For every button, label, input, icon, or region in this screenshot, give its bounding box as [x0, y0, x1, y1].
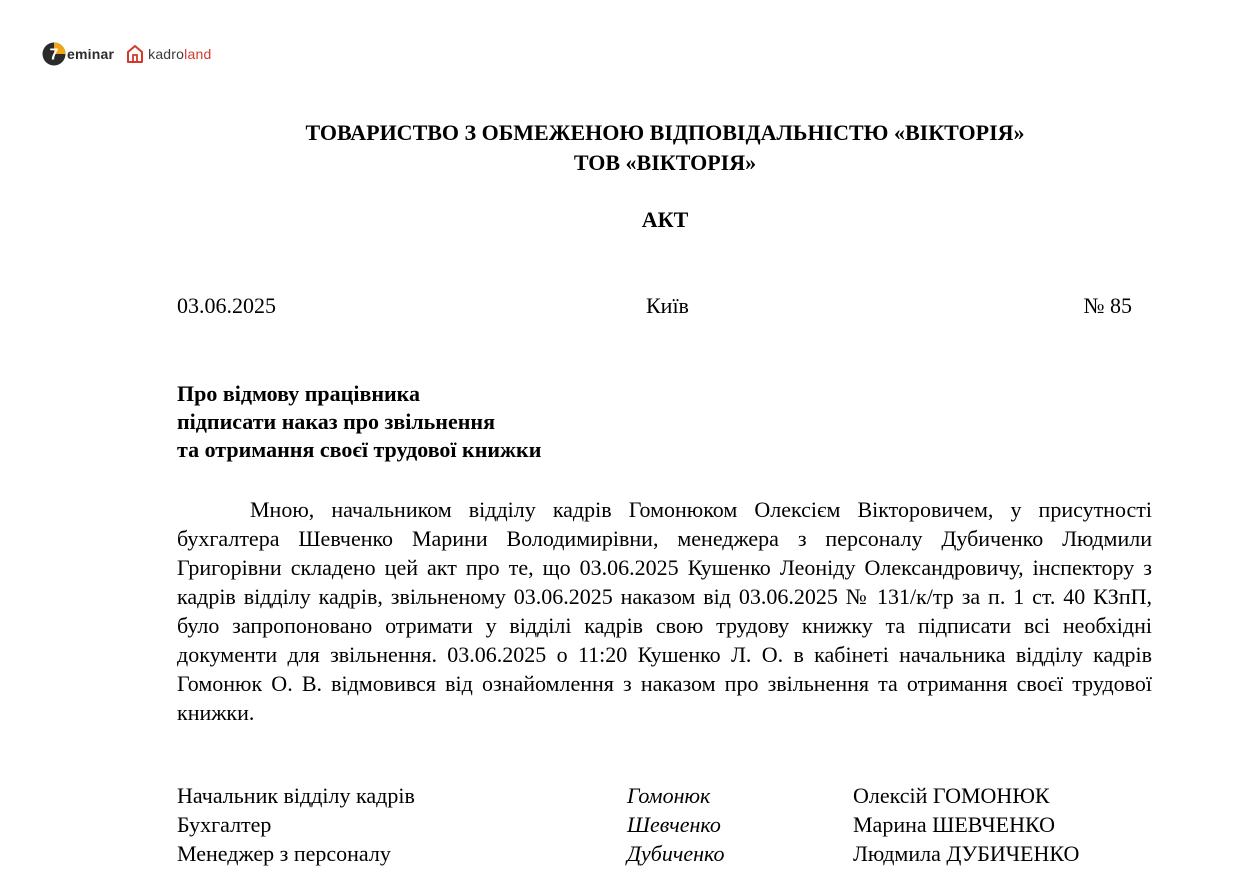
- subject-line: Про відмову працівника: [177, 381, 421, 406]
- organization-short-name: ТОВ «ВІКТОРІЯ»: [573, 150, 757, 175]
- signatory-name: Людмила ДУБИЧЕНКО: [853, 841, 1080, 866]
- signature-row: [177, 783, 1157, 812]
- signature-role: Начальник відділу кадрів: [177, 783, 415, 808]
- seminar-logo: [42, 42, 114, 66]
- seminar-logo-icon: [42, 42, 66, 66]
- seminar-logo-text: eminar: [67, 46, 115, 62]
- kadroland-logo: [126, 44, 211, 64]
- organization-full-name: ТОВАРИСТВО З ОБМЕЖЕНОЮ ВІДПОВІДАЛЬНІСТЮ «ВІКТОРІЯ»: [305, 120, 1025, 145]
- signature-row: [177, 812, 1157, 841]
- signature-role: Бухгалтер: [177, 812, 272, 837]
- handwritten-signature: Шевченко: [627, 812, 721, 837]
- svg-text:7: 7: [49, 46, 59, 64]
- logo-bar: [42, 40, 211, 68]
- document-city: Київ: [646, 293, 689, 318]
- document-title: АКТ: [641, 207, 689, 232]
- signature-block: [177, 783, 1157, 870]
- body-paragraph: Мною, начальником відділу кадрів Гомонюком Олексієм Вікторовичем, у присутності бухгалтера Шевченко Марини Володимирівни, менеджера з персоналу Дубиченко Людмили Григорівни складено цей акт про те, що 03.06.2025 Кушенко Леоніду Олександровичу, інспектору з кадрів відділу кадрів, звільненому 03.06.2025 наказом від 03.06.2025 № 131/к/тр за п. 1 ст. 40 КЗпП, було запропоновано отримати у відділі кадрів свою трудову книжку та підписати всі необхідні документи для звільнення. 03.06.2025 о 11:20 Кушенко Л. О. в кабінеті начальника відділу кадрів Гомонюк О. В. відмовився від ознайомлення з наказом про звільнення та отримання своєї трудової книжки.: [177, 497, 1152, 725]
- document-date: 03.06.2025: [177, 293, 276, 318]
- signature-role: Менеджер з персоналу: [177, 841, 391, 866]
- document-number: № 85: [1083, 293, 1132, 318]
- kadroland-logo-text: kadroland: [148, 46, 212, 62]
- handwritten-signature: Гомонюк: [627, 783, 711, 808]
- signature-row: [177, 841, 1157, 870]
- subject-line: та отримання своєї трудової книжки: [177, 437, 542, 462]
- kadroland-house-icon: [126, 44, 144, 64]
- signatory-name: Марина ШЕВЧЕНКО: [853, 812, 1055, 837]
- document-subject: [177, 380, 541, 464]
- signatory-name: Олексій ГОМОНЮК: [853, 783, 1050, 808]
- subject-line: підписати наказ про звільнення: [177, 409, 495, 434]
- handwritten-signature: Дубиченко: [627, 841, 725, 866]
